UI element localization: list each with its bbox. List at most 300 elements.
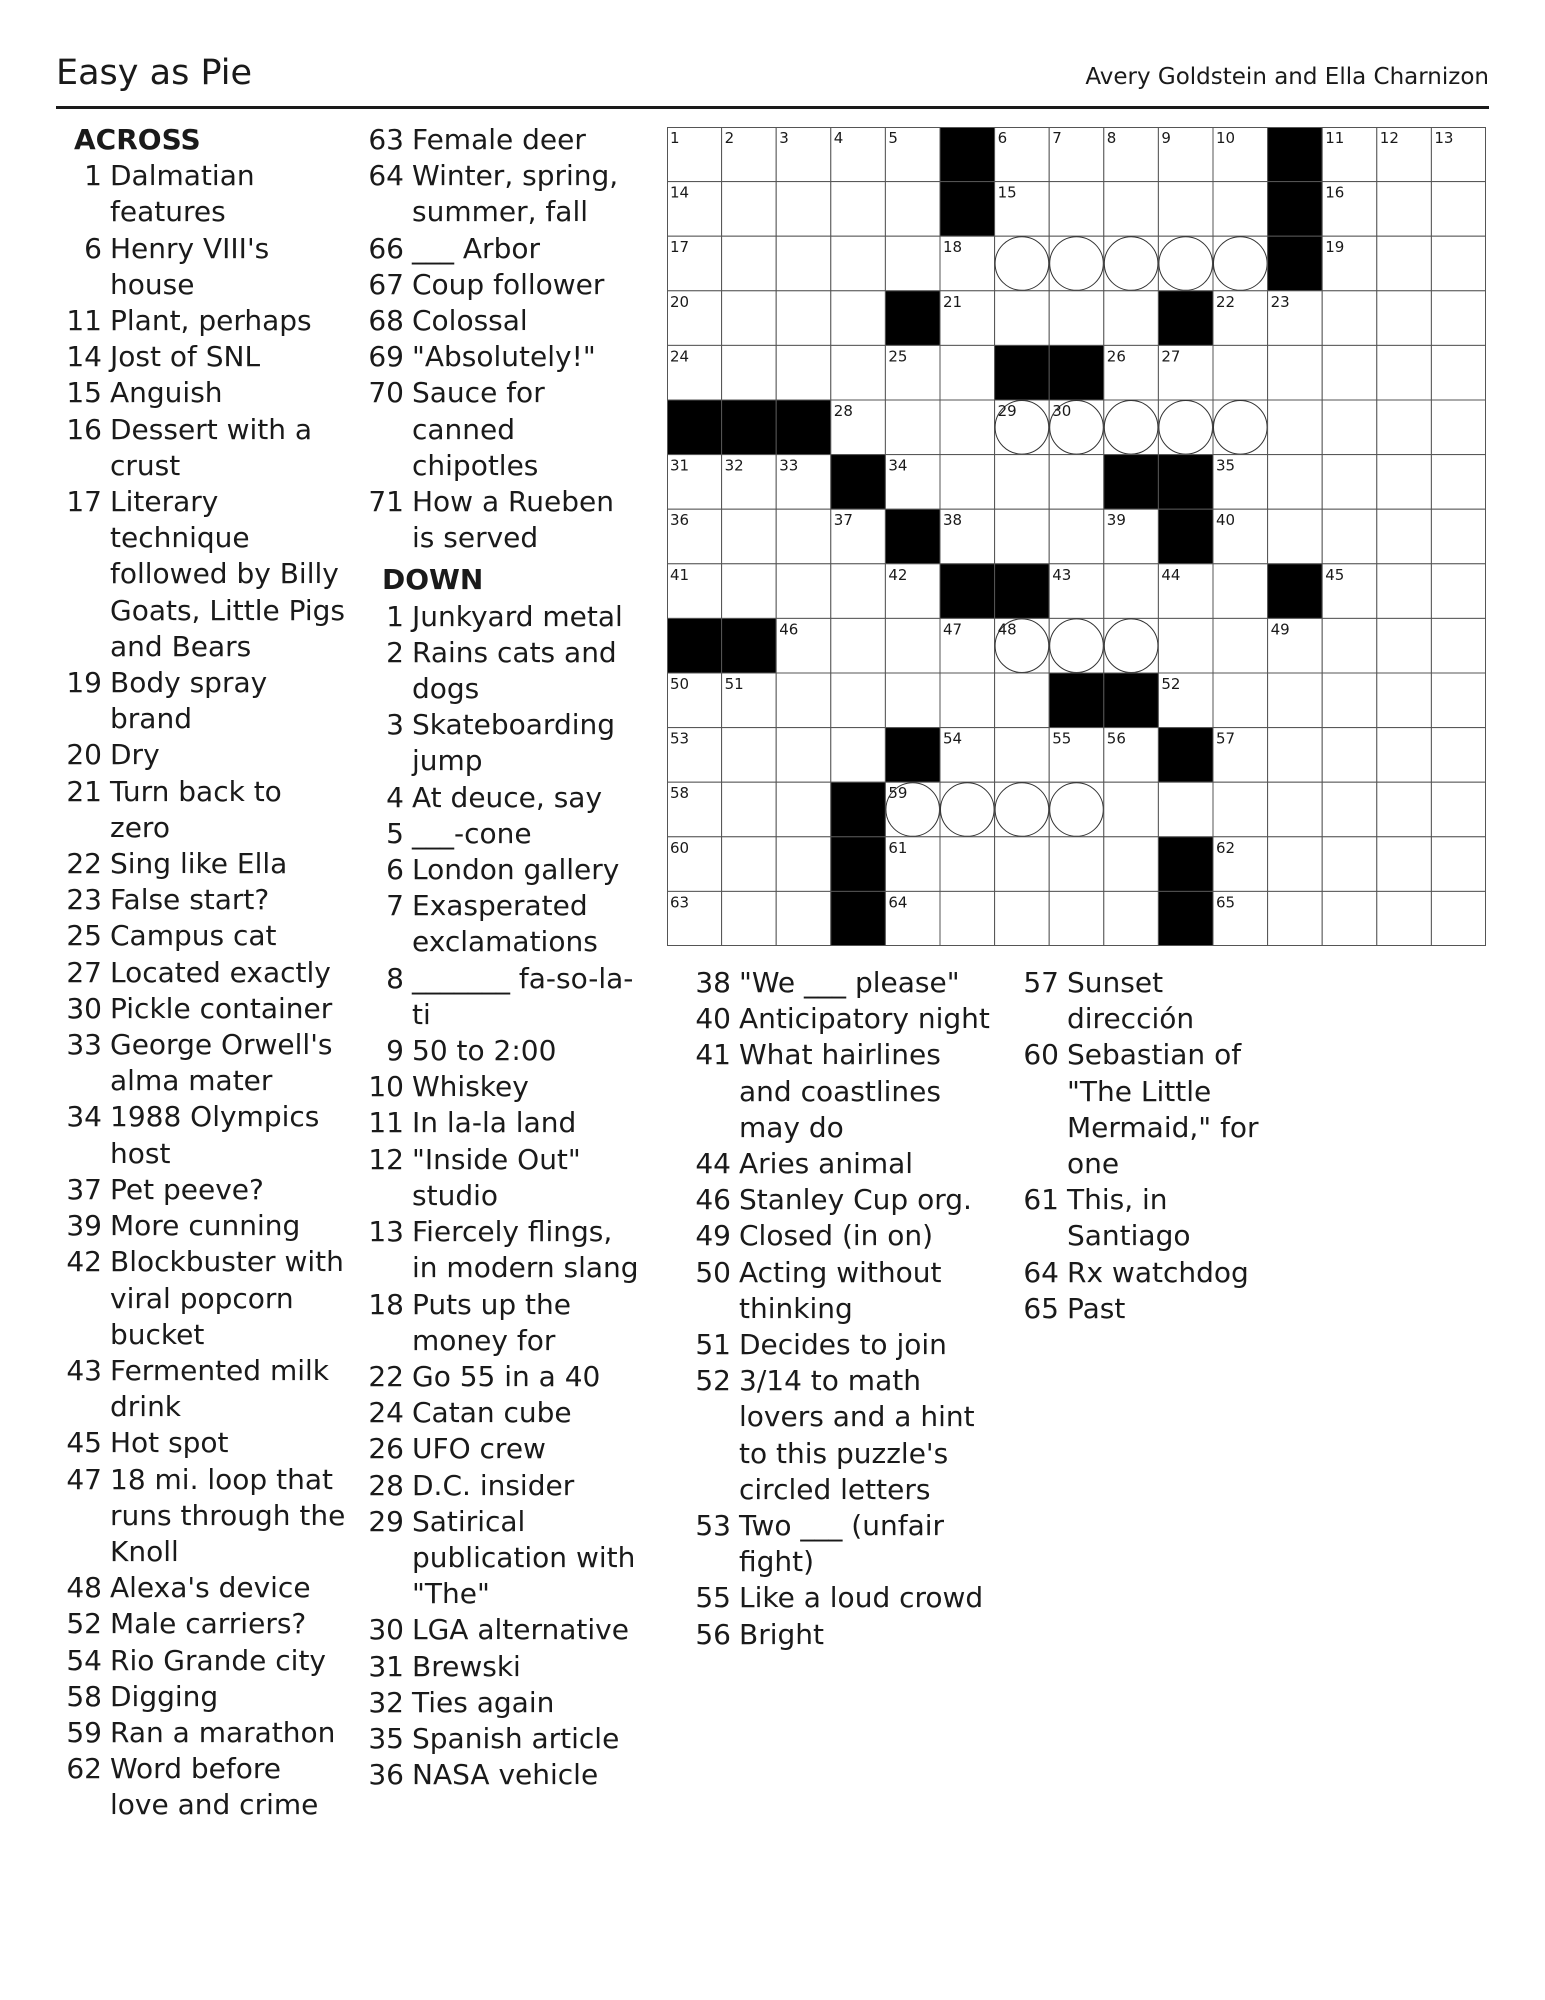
grid-cell[interactable] — [831, 182, 886, 237]
grid-cell[interactable] — [885, 236, 940, 291]
block-cell — [722, 618, 777, 673]
down-clue-12[interactable] — [364, 1142, 644, 1214]
down-clue-22[interactable] — [364, 1359, 644, 1395]
grid-cell[interactable] — [1377, 345, 1432, 400]
clue-text: Puts up the money for — [412, 1287, 571, 1357]
down-clue-51[interactable] — [690, 1327, 990, 1363]
clue-text: Stanley Cup org. — [739, 1183, 972, 1217]
grid-cell[interactable] — [1377, 291, 1432, 346]
clue-text: In la-la land — [412, 1106, 577, 1140]
grid-cell[interactable] — [1322, 400, 1377, 455]
clue-text: George Orwell's alma mater — [110, 1028, 333, 1098]
down-clue-5[interactable] — [364, 816, 644, 852]
grid-cell[interactable] — [1377, 182, 1432, 237]
clue-number: 15 — [66, 376, 102, 410]
block-cell — [1158, 455, 1213, 510]
clue-text: LGA alternative — [412, 1613, 629, 1647]
block-cell — [1104, 673, 1159, 728]
clue-number: 40 — [695, 1002, 731, 1036]
clue-number: 57 — [1023, 966, 1059, 999]
grid-cell[interactable] — [1268, 509, 1323, 564]
cell-number: 12 — [1379, 129, 1399, 147]
clue-text: Plant, perhaps — [110, 304, 312, 338]
cell-number: 26 — [1106, 347, 1126, 366]
clue-text: Dry — [110, 738, 160, 772]
grid-cell[interactable] — [995, 837, 1050, 892]
block-cell — [885, 509, 940, 564]
grid-cell[interactable] — [776, 782, 831, 837]
across-clue-45[interactable] — [56, 1425, 348, 1461]
grid-cell[interactable] — [1377, 618, 1432, 673]
grid-cell[interactable] — [1377, 509, 1432, 564]
block-cell — [1268, 564, 1323, 619]
across-clue-52[interactable] — [56, 1606, 348, 1642]
grid-cell[interactable] — [776, 891, 831, 946]
cell-number: 18 — [943, 238, 963, 257]
across-clue-54[interactable] — [56, 1643, 348, 1679]
grid-cell[interactable] — [831, 236, 886, 291]
grid-cell[interactable] — [1268, 673, 1323, 728]
cell-number: 38 — [943, 511, 963, 530]
clue-column-1 — [56, 122, 348, 1824]
across-clue-69[interactable] — [364, 339, 644, 375]
down-clue-18[interactable] — [364, 1287, 644, 1359]
grid-cell[interactable] — [1049, 891, 1104, 946]
down-clue-29[interactable] — [364, 1504, 644, 1613]
down-clue-26[interactable] — [364, 1431, 644, 1467]
grid-cell[interactable] — [776, 182, 831, 237]
across-clue-48[interactable] — [56, 1570, 348, 1606]
across-clue-43[interactable] — [56, 1353, 348, 1425]
down-clue-41[interactable] — [690, 1037, 990, 1146]
across-clue-64[interactable] — [364, 158, 644, 230]
clue-text: Fermented milk drink — [110, 1353, 329, 1424]
down-clue-8[interactable] — [364, 961, 644, 1033]
clue-number: 9 — [386, 1034, 404, 1068]
grid-cell[interactable] — [1431, 673, 1486, 728]
grid-cell[interactable] — [940, 345, 995, 400]
across-clue-67[interactable] — [364, 267, 644, 303]
across-clue-19[interactable] — [56, 665, 348, 737]
grid-cell[interactable] — [1322, 291, 1377, 346]
down-clue-61[interactable] — [1018, 1182, 1268, 1254]
grid-cell[interactable] — [1431, 782, 1486, 837]
cell-number: 16 — [1325, 183, 1345, 202]
grid-cell[interactable] — [1213, 564, 1268, 619]
clue-number: 63 — [368, 123, 404, 156]
grid-cell[interactable] — [1322, 618, 1377, 673]
grid-cell[interactable] — [1104, 891, 1159, 946]
cell-number: 60 — [670, 838, 690, 857]
across-clue-6[interactable] — [56, 231, 348, 303]
grid-cell[interactable] — [776, 837, 831, 892]
down-clue-44[interactable] — [690, 1146, 990, 1182]
clue-number: 22 — [66, 847, 102, 881]
down-clue-32[interactable] — [364, 1685, 644, 1721]
grid-cell[interactable] — [1431, 400, 1486, 455]
grid-cell[interactable] — [1158, 782, 1213, 837]
grid-cell[interactable] — [1104, 182, 1159, 237]
clue-column-4 — [1018, 965, 1268, 1327]
cell-number: 35 — [1216, 456, 1236, 475]
cell-number: 9 — [1161, 129, 1171, 147]
grid-cell[interactable] — [940, 673, 995, 728]
clue-number: 29 — [368, 1504, 404, 1538]
clue-text: Sebastian of "The Little Mermaid," for one — [1067, 1038, 1259, 1181]
clue-number: 12 — [368, 1142, 404, 1176]
block-cell — [1158, 891, 1213, 946]
clue-text: Alexa's device — [110, 1571, 311, 1605]
down-clue-46[interactable] — [690, 1182, 990, 1218]
clue-text: Henry VIII's house — [110, 231, 270, 301]
grid-cell[interactable] — [776, 291, 831, 346]
block-cell — [940, 564, 995, 619]
down-clue-53[interactable] — [690, 1508, 990, 1580]
clue-number: 39 — [66, 1209, 102, 1243]
down-clue-56[interactable] — [690, 1617, 990, 1653]
grid-cell[interactable] — [722, 509, 777, 564]
down-clue-1[interactable] — [364, 599, 644, 635]
grid-cell[interactable] — [776, 345, 831, 400]
grid-cell[interactable] — [1322, 891, 1377, 946]
grid-cell[interactable] — [722, 564, 777, 619]
block-cell — [831, 455, 886, 510]
clue-text: Male carriers? — [110, 1607, 307, 1641]
grid-cell[interactable] — [1322, 837, 1377, 892]
across-clue-25[interactable] — [56, 918, 348, 954]
across-clue-71[interactable] — [364, 484, 644, 556]
across-clue-70[interactable] — [364, 375, 644, 484]
across-clue-1[interactable] — [56, 158, 348, 230]
down-clue-49[interactable] — [690, 1218, 990, 1254]
grid-cell[interactable] — [776, 509, 831, 564]
crossword-grid[interactable] — [667, 127, 1486, 946]
grid-cell[interactable] — [885, 618, 940, 673]
block-cell — [667, 618, 722, 673]
clue-number: 64 — [1023, 1255, 1059, 1289]
grid-cell[interactable] — [1431, 345, 1486, 400]
grid-cell[interactable] — [776, 564, 831, 619]
clue-number: 4 — [386, 780, 404, 814]
clue-number: 25 — [66, 919, 102, 953]
clue-text: Turn back to zero — [110, 774, 282, 844]
down-clue-11[interactable] — [364, 1105, 644, 1141]
cell-number: 32 — [724, 456, 744, 475]
across-clue-23[interactable] — [56, 882, 348, 918]
clue-text: Closed (in on) — [739, 1219, 934, 1253]
clue-number: 65 — [1023, 1291, 1059, 1325]
grid-cell[interactable] — [1322, 509, 1377, 564]
clue-text: Junkyard metal — [412, 599, 623, 633]
across-clue-22[interactable] — [56, 846, 348, 882]
clue-number: 36 — [368, 1758, 404, 1792]
grid-cell[interactable] — [1322, 455, 1377, 510]
grid-cell[interactable] — [1049, 182, 1104, 237]
cell-number: 11 — [1325, 129, 1345, 147]
down-clue-65[interactable] — [1018, 1291, 1268, 1327]
grid-cell[interactable] — [831, 728, 886, 783]
grid-cell[interactable] — [1431, 728, 1486, 783]
down-clue-55[interactable] — [690, 1580, 990, 1616]
clue-text: Go 55 in a 40 — [412, 1359, 601, 1393]
across-clue-34[interactable] — [56, 1099, 348, 1171]
across-clue-59[interactable] — [56, 1715, 348, 1751]
grid-cell[interactable] — [995, 673, 1050, 728]
across-clue-37[interactable] — [56, 1172, 348, 1208]
clue-number: 18 — [368, 1287, 404, 1321]
cell-number: 23 — [1270, 292, 1290, 311]
grid-cell[interactable] — [831, 291, 886, 346]
grid-cell[interactable] — [1322, 345, 1377, 400]
down-clue-35[interactable] — [364, 1721, 644, 1757]
block-cell — [885, 728, 940, 783]
cell-number: 56 — [1106, 729, 1126, 748]
grid-cell[interactable] — [1213, 673, 1268, 728]
grid-cell[interactable] — [1377, 564, 1432, 619]
grid-cell[interactable] — [1104, 564, 1159, 619]
grid-cell[interactable] — [1322, 782, 1377, 837]
clue-number: 62 — [66, 1752, 102, 1786]
down-clue-13[interactable] — [364, 1214, 644, 1286]
across-clue-14[interactable] — [56, 339, 348, 375]
grid-cell[interactable] — [1431, 236, 1486, 291]
across-clue-62[interactable] — [56, 1751, 348, 1823]
clue-text: Colossal — [412, 304, 528, 338]
down-clue-30[interactable] — [364, 1612, 644, 1648]
grid-cell[interactable] — [1431, 182, 1486, 237]
down-clue-40[interactable] — [690, 1001, 990, 1037]
cell-number: 36 — [670, 511, 690, 530]
across-clue-16[interactable] — [56, 412, 348, 484]
grid-cell[interactable] — [722, 891, 777, 946]
cell-number: 52 — [1161, 675, 1181, 693]
clue-number: 67 — [368, 267, 404, 301]
across-clue-42[interactable] — [56, 1244, 348, 1353]
grid-cell[interactable] — [776, 673, 831, 728]
down-clue-7[interactable] — [364, 888, 644, 960]
grid-cell[interactable] — [831, 618, 886, 673]
grid-cell[interactable] — [776, 728, 831, 783]
clue-number: 28 — [368, 1468, 404, 1502]
grid-cell[interactable] — [1213, 782, 1268, 837]
clue-text: Decides to join — [739, 1328, 947, 1362]
grid-cell[interactable] — [1431, 291, 1486, 346]
grid-cell[interactable] — [776, 236, 831, 291]
grid-cell[interactable] — [1104, 837, 1159, 892]
block-cell — [1158, 728, 1213, 783]
clue-number: 52 — [66, 1607, 102, 1641]
down-clue-4[interactable] — [364, 780, 644, 816]
grid-cell[interactable] — [722, 782, 777, 837]
grid-cell[interactable] — [831, 564, 886, 619]
cell-number: 30 — [1052, 402, 1072, 420]
clue-text: D.C. insider — [412, 1468, 575, 1502]
down-clue-10[interactable] — [364, 1069, 644, 1105]
grid-cell[interactable] — [1268, 891, 1323, 946]
down-clue-64[interactable] — [1018, 1255, 1268, 1291]
across-clue-20[interactable] — [56, 737, 348, 773]
grid-cell[interactable] — [1213, 618, 1268, 673]
across-clue-63[interactable] — [364, 122, 644, 158]
down-clue-2[interactable] — [364, 635, 644, 707]
grid-cell[interactable] — [1268, 455, 1323, 510]
clue-number: 17 — [66, 485, 102, 519]
grid-cell[interactable] — [1268, 345, 1323, 400]
grid-cell[interactable] — [1377, 837, 1432, 892]
grid-cell[interactable] — [722, 837, 777, 892]
clue-number: 22 — [368, 1359, 404, 1393]
cell-number: 48 — [997, 620, 1017, 639]
grid-cell[interactable] — [1268, 728, 1323, 783]
grid-cell[interactable] — [722, 345, 777, 400]
grid-cell[interactable] — [995, 891, 1050, 946]
grid-cell[interactable] — [1377, 782, 1432, 837]
grid-cell[interactable] — [1213, 182, 1268, 237]
grid-cell[interactable] — [940, 455, 995, 510]
grid-cell[interactable] — [1377, 891, 1432, 946]
grid-cell[interactable] — [1049, 291, 1104, 346]
grid-cell[interactable] — [1049, 837, 1104, 892]
clue-number: 30 — [368, 1613, 404, 1647]
down-heading: DOWN — [382, 563, 484, 597]
down-clue-28[interactable] — [364, 1468, 644, 1504]
grid-cell[interactable] — [885, 400, 940, 455]
across-clue-17[interactable] — [56, 484, 348, 665]
grid-cell[interactable] — [995, 455, 1050, 510]
clue-number: 23 — [66, 883, 102, 917]
grid-cell[interactable] — [1377, 455, 1432, 510]
across-clue-30[interactable] — [56, 991, 348, 1027]
clue-text: What hairlines and coastlines may do — [739, 1038, 941, 1144]
clue-number: 11 — [66, 304, 102, 338]
down-clue-9[interactable] — [364, 1033, 644, 1069]
down-clue-3[interactable] — [364, 707, 644, 779]
grid-cell[interactable] — [940, 891, 995, 946]
grid-cell[interactable] — [1268, 782, 1323, 837]
grid-cell[interactable] — [940, 837, 995, 892]
clue-text: Brewski — [412, 1649, 521, 1683]
cell-number: 20 — [670, 292, 690, 311]
clue-number: 48 — [66, 1571, 102, 1605]
clue-text: Skateboarding jump — [412, 708, 616, 778]
grid-cell[interactable] — [1104, 291, 1159, 346]
clue-text: Literary technique followed by Billy Goats, Little Pigs and Bears — [110, 485, 346, 663]
grid-cell[interactable] — [722, 182, 777, 237]
clue-text: "Inside Out" studio — [412, 1142, 581, 1212]
grid-cell[interactable] — [1377, 400, 1432, 455]
grid-cell[interactable] — [831, 673, 886, 728]
grid-cell[interactable] — [1431, 891, 1486, 946]
grid-cell[interactable] — [1158, 618, 1213, 673]
across-clue-66[interactable] — [364, 231, 644, 267]
cell-number: 7 — [1052, 129, 1062, 147]
across-clue-33[interactable] — [56, 1027, 348, 1099]
cell-number: 61 — [888, 838, 908, 857]
across-clue-47[interactable] — [56, 1462, 348, 1571]
grid-cell[interactable] — [1104, 782, 1159, 837]
clue-column-2 — [364, 122, 644, 1793]
cell-number: 8 — [1106, 129, 1117, 147]
grid-cell[interactable] — [1431, 509, 1486, 564]
grid-cell[interactable] — [831, 345, 886, 400]
clue-number: 45 — [66, 1426, 102, 1460]
grid-cell[interactable] — [1322, 673, 1377, 728]
across-clue-68[interactable] — [364, 303, 644, 339]
grid-cell[interactable] — [1158, 182, 1213, 237]
across-clue-39[interactable] — [56, 1208, 348, 1244]
clue-text: Sunset dirección — [1067, 966, 1195, 1036]
grid-cell[interactable] — [1377, 236, 1432, 291]
clue-text: Ran a marathon — [110, 1715, 336, 1749]
grid-cell[interactable] — [1268, 837, 1323, 892]
clue-text: _______ fa-so-la-ti — [412, 961, 634, 1031]
grid-cell[interactable] — [995, 291, 1050, 346]
clue-text: Rio Grande city — [110, 1643, 327, 1677]
clue-text: Anticipatory night — [739, 1002, 990, 1036]
grid-cell[interactable] — [995, 509, 1050, 564]
puzzle-authors: Avery Goldstein and Ella Charnizon — [1085, 64, 1489, 90]
grid-cell[interactable] — [1431, 564, 1486, 619]
grid-cell[interactable] — [1268, 400, 1323, 455]
down-clue-31[interactable] — [364, 1649, 644, 1685]
grid-cell[interactable] — [1049, 455, 1104, 510]
grid-cell[interactable] — [1377, 728, 1432, 783]
block-cell — [776, 400, 831, 455]
grid-cell[interactable] — [1213, 345, 1268, 400]
grid-cell[interactable] — [1431, 618, 1486, 673]
clue-text: Catan cube — [412, 1396, 572, 1430]
block-cell — [940, 127, 995, 182]
down-clue-38[interactable] — [690, 965, 990, 1001]
block-cell — [1158, 291, 1213, 346]
grid-cell[interactable] — [885, 182, 940, 237]
down-clue-52[interactable] — [690, 1363, 990, 1508]
across-clue-58[interactable] — [56, 1679, 348, 1715]
down-clue-57[interactable] — [1018, 965, 1268, 1037]
clue-text: Exasperated exclamations — [412, 889, 598, 959]
clue-number: 7 — [386, 889, 404, 923]
grid-cell[interactable] — [885, 673, 940, 728]
across-clue-15[interactable] — [56, 375, 348, 411]
cell-number: 21 — [943, 292, 963, 311]
down-clue-60[interactable] — [1018, 1037, 1268, 1182]
across-clue-11[interactable] — [56, 303, 348, 339]
across-heading: ACROSS — [74, 123, 201, 156]
grid-cell[interactable] — [722, 236, 777, 291]
grid-cell[interactable] — [722, 728, 777, 783]
grid-cell[interactable] — [1322, 728, 1377, 783]
down-clue-36[interactable] — [364, 1757, 644, 1793]
clue-number: 1 — [84, 159, 102, 193]
across-clue-27[interactable] — [56, 955, 348, 991]
grid-cell[interactable] — [1431, 455, 1486, 510]
grid-cell[interactable] — [722, 291, 777, 346]
across-clue-21[interactable] — [56, 774, 348, 846]
grid-cell[interactable] — [1049, 509, 1104, 564]
grid-cell[interactable] — [940, 400, 995, 455]
grid-cell[interactable] — [1431, 837, 1486, 892]
grid-cell[interactable] — [1377, 673, 1432, 728]
clue-text: Sing like Ella — [110, 847, 288, 881]
grid-cell[interactable] — [995, 728, 1050, 783]
down-clue-6[interactable] — [364, 852, 644, 888]
clue-number: 71 — [368, 485, 404, 519]
down-clue-24[interactable] — [364, 1395, 644, 1431]
down-clue-50[interactable] — [690, 1255, 990, 1327]
clue-number: 26 — [368, 1432, 404, 1466]
clue-number: 6 — [84, 231, 102, 265]
cell-number: 6 — [997, 129, 1008, 147]
